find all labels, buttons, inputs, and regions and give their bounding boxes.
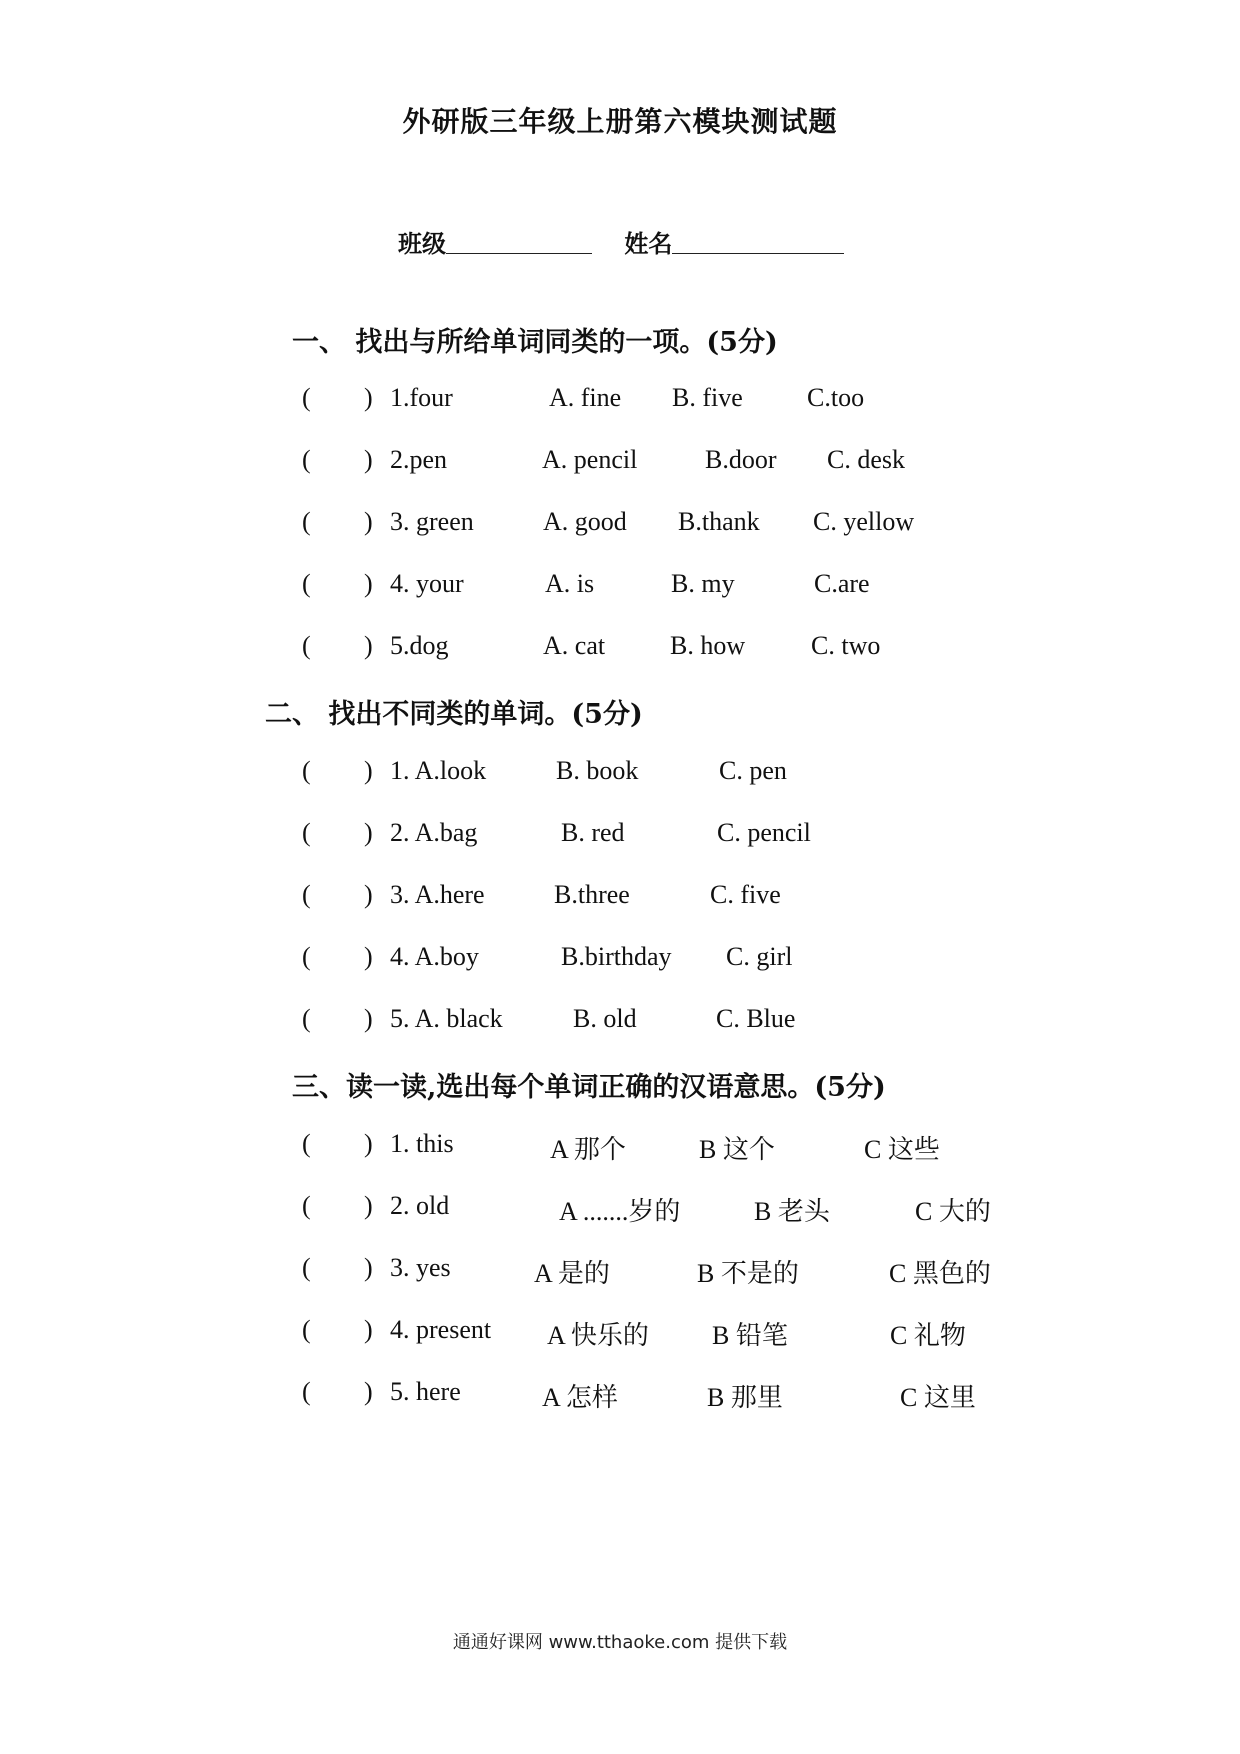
- question-row: [302, 880, 1062, 920]
- option-b: B.birthday: [561, 942, 672, 971]
- answer-paren-close: ): [364, 942, 373, 971]
- answer-paren-close: ): [364, 383, 373, 412]
- option-c: C. two: [811, 631, 881, 660]
- option-a-word: 1. A.look: [390, 756, 487, 785]
- question-word: 1. this: [390, 1129, 454, 1158]
- option-c: C 大的: [915, 1197, 991, 1226]
- answer-paren-close: ): [364, 1129, 373, 1158]
- option-a-word: 4. A.boy: [390, 942, 479, 971]
- page-title: 外研版三年级上册第六模块测试题: [402, 105, 838, 138]
- option-b: B. five: [672, 383, 743, 412]
- option-a: A. pencil: [542, 445, 638, 474]
- option-c: C.too: [807, 383, 865, 412]
- option-b: B. how: [670, 631, 746, 660]
- option-b: B 不是的: [697, 1259, 799, 1288]
- question-row: [302, 756, 1062, 796]
- option-b: B. my: [671, 569, 735, 598]
- option-b: B 老头: [754, 1197, 830, 1226]
- answer-paren-close: ): [364, 756, 373, 785]
- option-c: C 黑色的: [889, 1259, 991, 1288]
- answer-paren-open: (: [302, 631, 311, 660]
- option-b: B.three: [554, 880, 630, 909]
- question-word: 2. old: [390, 1191, 450, 1220]
- class-blank[interactable]: [446, 231, 592, 254]
- question-row: [302, 1377, 1062, 1417]
- option-a: A. is: [545, 569, 595, 598]
- option-a: A 快乐的: [547, 1321, 649, 1350]
- option-c: C. girl: [726, 942, 793, 971]
- question-row: [302, 942, 1062, 982]
- question-row: [302, 818, 1062, 858]
- answer-paren-close: ): [364, 1004, 373, 1033]
- option-c: C 这里: [900, 1383, 976, 1412]
- option-b: B 那里: [707, 1383, 783, 1412]
- option-a: A. fine: [549, 383, 622, 412]
- option-c: C. pen: [719, 756, 787, 785]
- answer-paren-close: ): [364, 880, 373, 909]
- name-label: 姓名: [624, 229, 673, 258]
- option-c: C 礼物: [890, 1321, 966, 1350]
- answer-paren-open: (: [302, 507, 311, 536]
- answer-paren-open: (: [302, 818, 311, 847]
- option-c: C. desk: [827, 445, 905, 474]
- option-c: C.are: [814, 569, 870, 598]
- question-row: [302, 445, 1062, 485]
- option-a: A. cat: [543, 631, 606, 660]
- answer-paren-close: ): [364, 1315, 373, 1344]
- option-c: C. five: [710, 880, 781, 909]
- section-1-heading: 一、 找出与所给单词同类的一项。(5分): [292, 327, 778, 358]
- question-word: 5.dog: [390, 631, 449, 660]
- answer-paren-open: (: [302, 1191, 311, 1220]
- answer-paren-close: ): [364, 445, 373, 474]
- answer-paren-close: ): [364, 1191, 373, 1220]
- option-a: A .......岁的: [559, 1197, 681, 1226]
- option-b: B.door: [705, 445, 777, 474]
- answer-paren-open: (: [302, 1004, 311, 1033]
- option-b: B 这个: [699, 1135, 775, 1164]
- answer-paren-close: ): [364, 507, 373, 536]
- class-label: 班级: [398, 229, 446, 258]
- question-row: [302, 569, 1062, 609]
- question-word: 5. here: [390, 1377, 461, 1406]
- option-b: B 铅笔: [712, 1321, 788, 1350]
- option-c: C 这些: [864, 1135, 940, 1164]
- option-a-word: 3. A.here: [390, 880, 485, 909]
- answer-paren-close: ): [364, 818, 373, 847]
- question-row: [302, 1191, 1062, 1231]
- answer-paren-open: (: [302, 1253, 311, 1282]
- section-3-heading: 三、读一读,选出每个单词正确的汉语意思。(5分): [292, 1072, 886, 1103]
- name-blank[interactable]: [672, 231, 844, 254]
- answer-paren-open: (: [302, 880, 311, 909]
- question-row: [302, 1315, 1062, 1355]
- option-a: A. good: [543, 507, 627, 536]
- footer-credit: 通通好课网 www.tthaoke.com 提供下载: [452, 1632, 788, 1653]
- option-a: A 怎样: [542, 1383, 618, 1412]
- option-c: C. Blue: [716, 1004, 796, 1033]
- option-a: A 那个: [550, 1135, 626, 1164]
- question-row: [302, 631, 1062, 671]
- answer-paren-close: ): [364, 631, 373, 660]
- option-a-word: 5. A. black: [390, 1004, 503, 1033]
- question-row: [302, 383, 1062, 423]
- question-word: 3. green: [390, 507, 474, 536]
- answer-paren-open: (: [302, 445, 311, 474]
- option-b: B. red: [561, 818, 625, 847]
- answer-paren-open: (: [302, 569, 311, 598]
- question-word: 4. your: [390, 569, 464, 598]
- answer-paren-close: ): [364, 1377, 373, 1406]
- answer-paren-open: (: [302, 1377, 311, 1406]
- section-2-heading: 二、 找出不同类的单词。(5分): [265, 699, 643, 730]
- answer-paren-open: (: [302, 756, 311, 785]
- question-word: 2.pen: [390, 445, 448, 474]
- question-row: [302, 1253, 1062, 1293]
- option-b: B. old: [573, 1004, 637, 1033]
- option-c: C. yellow: [813, 507, 915, 536]
- answer-paren-open: (: [302, 1129, 311, 1158]
- option-c: C. pencil: [717, 818, 811, 847]
- question-row: [302, 1004, 1062, 1044]
- option-b: B.thank: [678, 507, 760, 536]
- question-word: 3. yes: [390, 1253, 451, 1282]
- answer-paren-open: (: [302, 942, 311, 971]
- question-row: [302, 507, 1062, 547]
- answer-paren-close: ): [364, 1253, 373, 1282]
- answer-paren-close: ): [364, 569, 373, 598]
- question-word: 1.four: [390, 383, 453, 412]
- answer-paren-open: (: [302, 383, 311, 412]
- question-word: 4. present: [390, 1315, 492, 1344]
- option-a: A 是的: [534, 1259, 610, 1288]
- question-row: [302, 1129, 1062, 1169]
- option-a-word: 2. A.bag: [390, 818, 478, 847]
- answer-paren-open: (: [302, 1315, 311, 1344]
- option-b: B. book: [556, 756, 639, 785]
- student-info-line: [398, 224, 844, 259]
